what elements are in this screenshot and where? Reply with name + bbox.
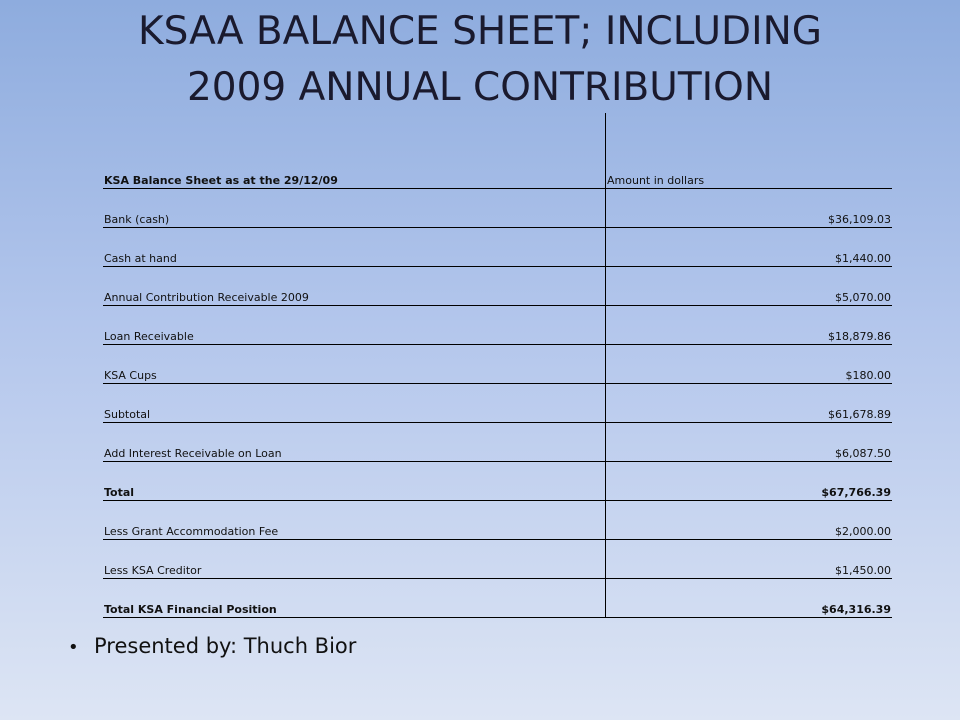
row-label: Cash at hand bbox=[103, 228, 606, 267]
slide-title bbox=[0, 4, 960, 116]
row-amount: $61,678.89 bbox=[606, 384, 893, 423]
row-label: Total KSA Financial Position bbox=[103, 579, 606, 618]
row-label: Total bbox=[103, 462, 606, 501]
table-row bbox=[103, 345, 892, 384]
presenter-bullet bbox=[68, 632, 356, 662]
row-label: Loan Receivable bbox=[103, 306, 606, 345]
row-amount: $18,879.86 bbox=[606, 306, 893, 345]
table-header-row bbox=[103, 113, 892, 189]
row-amount: $1,440.00 bbox=[606, 228, 893, 267]
row-amount: $5,070.00 bbox=[606, 267, 893, 306]
table-row-financial-position bbox=[103, 579, 892, 618]
bullet-icon: • bbox=[68, 637, 79, 658]
header-label-cell: KSA Balance Sheet as at the 29/12/09 bbox=[103, 113, 606, 189]
row-amount: $180.00 bbox=[606, 345, 893, 384]
row-amount: $1,450.00 bbox=[606, 540, 893, 579]
row-label: Add Interest Receivable on Loan bbox=[103, 423, 606, 462]
row-amount: $36,109.03 bbox=[606, 189, 893, 228]
row-amount: $6,087.50 bbox=[606, 423, 893, 462]
table-row-subtotal bbox=[103, 384, 892, 423]
table-row bbox=[103, 540, 892, 579]
row-amount: $64,316.39 bbox=[606, 579, 893, 618]
row-amount: $2,000.00 bbox=[606, 501, 893, 540]
row-label: Less Grant Accommodation Fee bbox=[103, 501, 606, 540]
row-label: Subtotal bbox=[103, 384, 606, 423]
table-row bbox=[103, 501, 892, 540]
row-label: Less KSA Creditor bbox=[103, 540, 606, 579]
row-label: KSA Cups bbox=[103, 345, 606, 384]
table-row bbox=[103, 189, 892, 228]
slide-title-line-1: KSAA BALANCE SHEET; INCLUDING bbox=[138, 9, 822, 54]
presenter-text: Presented by: Thuch Bior bbox=[94, 634, 357, 658]
row-label: Bank (cash) bbox=[103, 189, 606, 228]
table-row bbox=[103, 267, 892, 306]
table-row bbox=[103, 306, 892, 345]
balance-sheet-table bbox=[103, 113, 892, 618]
table-row bbox=[103, 228, 892, 267]
header-amount-cell: Amount in dollars bbox=[606, 113, 893, 189]
table-row bbox=[103, 423, 892, 462]
table-row-total bbox=[103, 462, 892, 501]
row-amount: $67,766.39 bbox=[606, 462, 893, 501]
slide-title-line-2: 2009 ANNUAL CONTRIBUTION bbox=[186, 65, 774, 110]
row-label: Annual Contribution Receivable 2009 bbox=[103, 267, 606, 306]
